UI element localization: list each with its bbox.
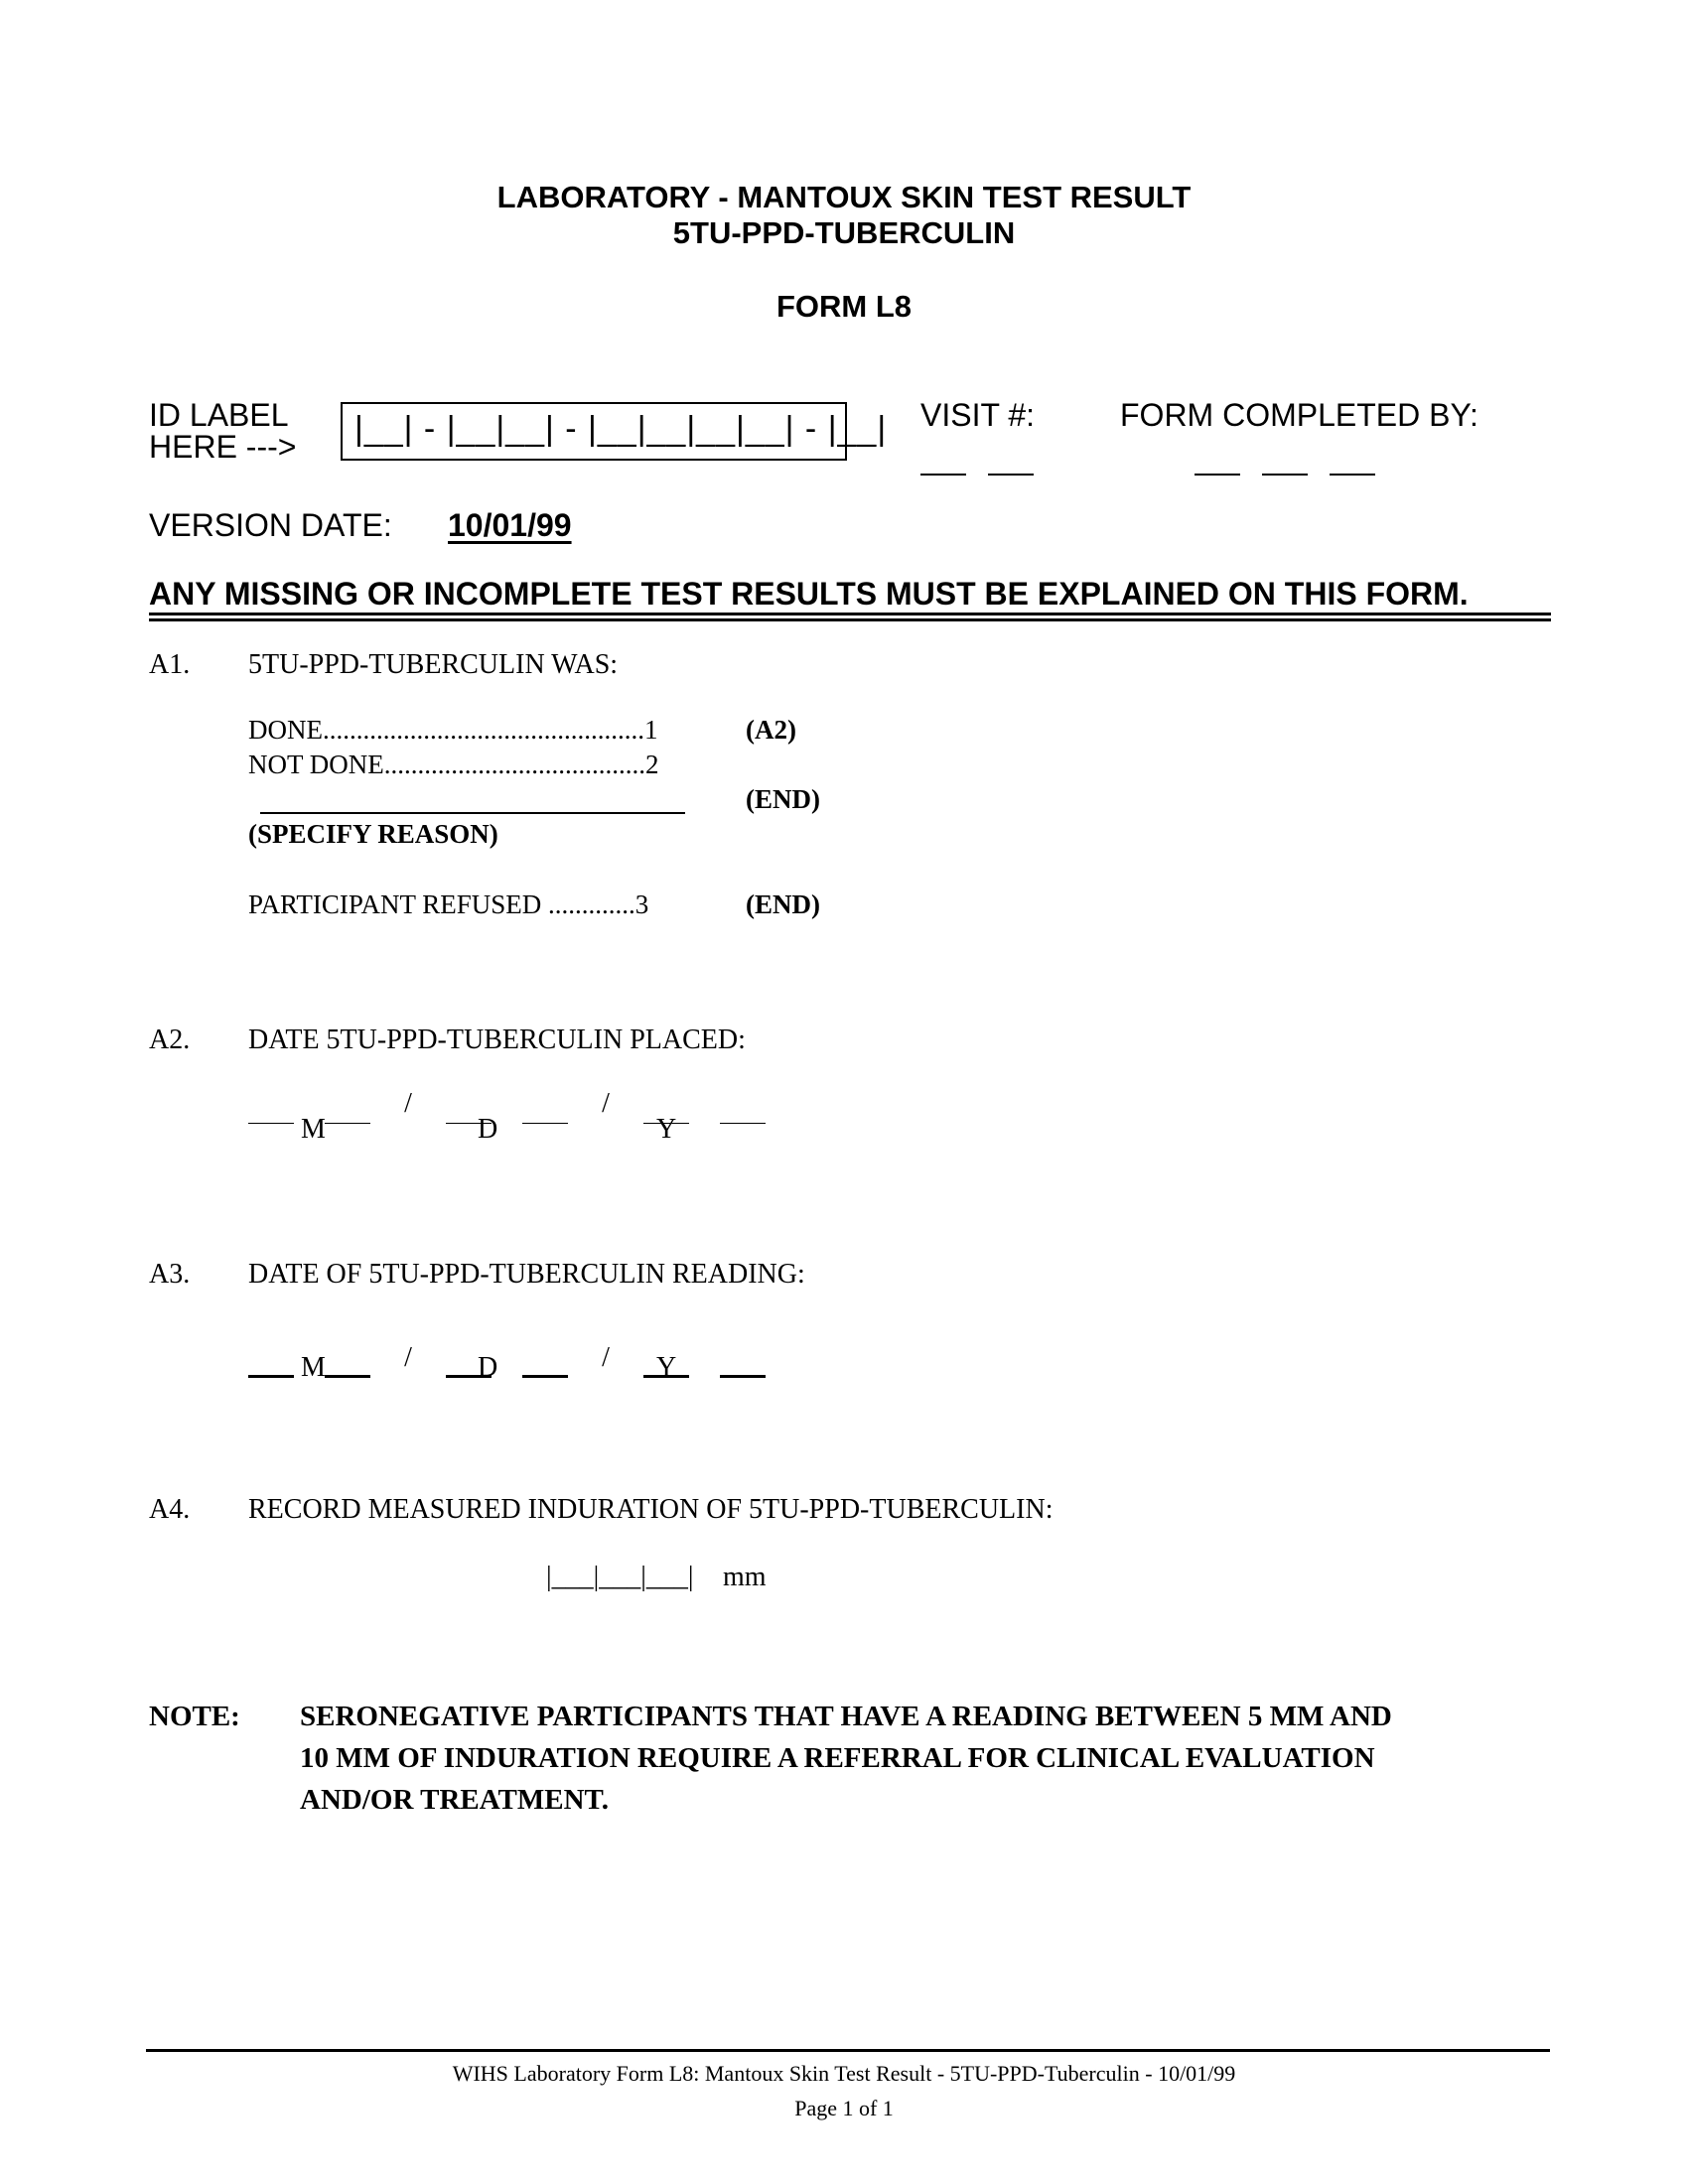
reading-month-digit-1[interactable] [248,1375,294,1378]
initial-3[interactable] [1330,474,1375,476]
completed-by-initials-field[interactable] [1195,463,1375,480]
id-number-field[interactable]: |__| - |__|__| - |__|__|__|__| - |__| [354,410,888,448]
form-title-line1: LABORATORY - MANTOUX SKIN TEST RESULT [496,180,1192,214]
q-a2-text: DATE 5TU-PPD-TUBERCULIN PLACED: [248,1024,746,1055]
induration-unit: mm [723,1562,767,1592]
induration-mm-field[interactable]: |___|___|___| [546,1562,694,1592]
note-line1: SERONEGATIVE PARTICIPANTS THAT HAVE A READING BETWEEN 5 MM AND [300,1701,1392,1732]
completed-by-label: FORM COMPLETED BY: [1120,397,1478,433]
initial-1[interactable] [1195,474,1240,476]
id-label-box[interactable] [341,402,888,461]
footer-rule [146,2049,1550,2052]
version-date-value: 10/01/99 [448,507,572,543]
reading-day-digit-2[interactable] [522,1375,568,1378]
reading-day-label: D [478,1352,498,1383]
specify-reason-input[interactable] [260,812,685,814]
version-date-label: VERSION DATE: [149,507,392,543]
note-line2: 10 MM OF INDURATION REQUIRE A REFERRAL FOR CLINICAL EVALUATION [300,1742,1375,1774]
placed-day-digit-2[interactable] [522,1123,568,1124]
footer-form-description: WIHS Laboratory Form L8: Mantoux Skin Test Result - 5TU-PPD-Tuberculin - 10/01/99 [452,2061,1236,2086]
footer-page-number: Page 1 of 1 [794,2096,894,2120]
date-reading-field[interactable]: / / [248,1346,766,1378]
reading-month-label: M [301,1352,326,1383]
reading-year-label: Y [656,1352,677,1383]
placed-year-digit-2[interactable] [720,1123,766,1124]
form-title-line2: 5TU-PPD-TUBERCULIN [672,215,1016,250]
id-label-caption [149,399,296,463]
date-placed-field[interactable]: / / [248,1092,766,1124]
q-a4-text: RECORD MEASURED INDURATION OF 5TU-PPD-TUBERCULIN: [248,1494,1054,1525]
placed-month-digit-2[interactable] [325,1123,370,1124]
a1-option-not-done[interactable]: NOT DONE.......................................2 [248,750,659,779]
id-label-line2: HERE ---> [149,429,297,465]
form-name: FORM L8 [775,289,913,324]
a1-option-participant-refused[interactable]: PARTICIPANT REFUSED .............3 [248,889,649,919]
q-a3-number: A3. [149,1259,191,1290]
reading-month-digit-2[interactable] [325,1375,370,1378]
missing-results-warning: ANY MISSING OR INCOMPLETE TEST RESULTS MUST BE EXPLAINED ON THIS FORM. [149,576,1469,612]
visit-label: VISIT #: [920,397,1036,433]
q-a1-number: A1. [149,649,191,680]
a1-code-2[interactable]: 2 [645,750,659,779]
placed-day-label: D [478,1114,498,1145]
a1-skip-done: (A2) [746,715,796,745]
placed-month-digit-1[interactable] [248,1123,294,1124]
note-line3: AND/OR TREATMENT. [300,1784,609,1816]
a1-code-1[interactable]: 1 [644,715,658,745]
q-a3-text: DATE OF 5TU-PPD-TUBERCULIN READING: [248,1259,805,1290]
q-a4-number: A4. [149,1494,191,1525]
placed-month-label: M [301,1114,326,1145]
q-a1-text: 5TU-PPD-TUBERCULIN WAS: [248,649,619,680]
visit-number-field[interactable] [920,463,1034,480]
initial-2[interactable] [1262,474,1308,476]
id-label-line1: ID LABEL [149,397,289,433]
q-a2-number: A2. [149,1024,191,1055]
a1-skip-not-done: (END) [746,784,820,814]
a1-option-done[interactable]: DONE................................................1 [248,715,658,745]
a1-code-3[interactable]: 3 [634,889,649,919]
double-rule-divider [149,613,1551,621]
visit-digit-1[interactable] [920,474,966,476]
placed-year-label: Y [656,1114,677,1145]
specify-reason-label: (SPECIFY REASON) [248,819,498,849]
visit-digit-2[interactable] [988,474,1034,476]
note-label: NOTE: [149,1701,240,1732]
a1-skip-refused: (END) [746,889,820,919]
reading-year-digit-2[interactable] [720,1375,766,1378]
